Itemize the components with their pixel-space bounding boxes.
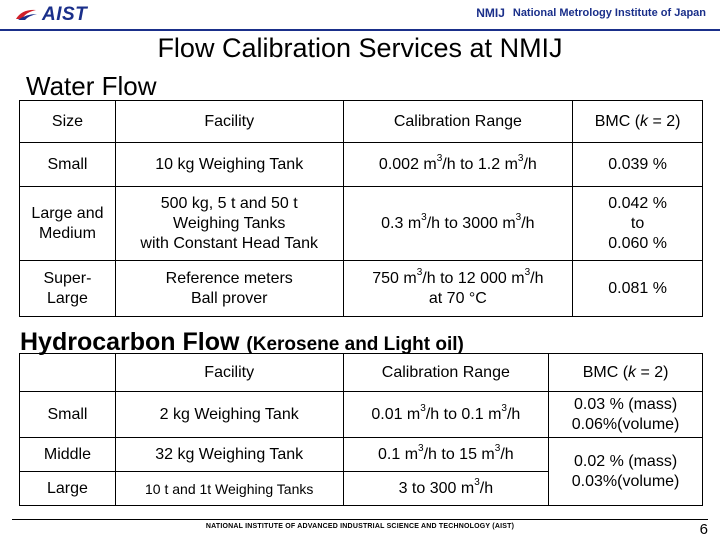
facility-cell: 2 kg Weighing Tank bbox=[115, 392, 343, 438]
column-header-bmc: BMC (k = 2) bbox=[549, 354, 703, 392]
column-header: Facility bbox=[115, 354, 343, 392]
water-flow-heading: Water Flow bbox=[26, 71, 157, 101]
table-row bbox=[20, 438, 703, 472]
table-header-row bbox=[20, 354, 703, 392]
column-header: Calibration Range bbox=[343, 101, 573, 143]
aist-logo-icon bbox=[14, 8, 38, 22]
bmc-cell: 0.039 % bbox=[573, 143, 703, 187]
footer-text: NATIONAL INSTITUTE OF ADVANCED INDUSTRIAL SCIENCE AND TECHNOLOGY (AIST) bbox=[205, 523, 515, 530]
hydrocarbon-flow-table bbox=[19, 353, 703, 506]
table-row bbox=[20, 261, 703, 317]
size-cell: Middle bbox=[20, 438, 116, 472]
table-row bbox=[20, 143, 703, 187]
hydrocarbon-subtitle: (Kerosene and Light oil) bbox=[246, 334, 464, 355]
table-row bbox=[20, 187, 703, 261]
bmc-cell: 0.081 % bbox=[573, 261, 703, 317]
facility-cell: Reference meters Ball prover bbox=[115, 261, 343, 317]
size-cell: Super- Large bbox=[20, 261, 116, 317]
header-bar bbox=[0, 0, 720, 30]
nmij-mark: NMIJ bbox=[476, 6, 505, 20]
range-cell: 0.002 $m^3/h$ to 1.2 $m^3/h$ bbox=[343, 143, 573, 187]
water-flow-table bbox=[19, 100, 703, 317]
bmc-cell: 0.03 % (mass) 0.06%(volume) bbox=[549, 392, 703, 438]
range-cell: 750 $m^3/h$ to 12 000 $m^3/h$ at 70 °C bbox=[343, 261, 573, 317]
page-number: 6 bbox=[699, 521, 708, 538]
bmc-cell: 0.042 % to 0.060 % bbox=[573, 187, 703, 261]
header-divider bbox=[0, 29, 720, 31]
column-header: Size bbox=[20, 101, 116, 143]
footer-divider bbox=[12, 519, 708, 520]
nmij-logo bbox=[476, 6, 706, 20]
facility-cell: 32 kg Weighing Tank bbox=[115, 438, 343, 472]
hydrocarbon-title: Hydrocarbon Flow bbox=[20, 328, 240, 356]
range-cell: 0.01 $m^3/h$ to 0.1 $m^3/h$ bbox=[343, 392, 549, 438]
size-cell: Small bbox=[20, 143, 116, 187]
facility-cell: 500 kg, 5 t and 50 t Weighing Tanks with Constant Head Tank bbox=[115, 187, 343, 261]
table-header-row bbox=[20, 101, 703, 143]
aist-logo bbox=[14, 3, 87, 27]
column-header: Calibration Range bbox=[343, 354, 549, 392]
institute-name: National Metrology Institute of Japan bbox=[512, 7, 706, 19]
range-cell: 3 to 300 $m^3/h$ bbox=[343, 472, 549, 506]
column-header bbox=[20, 354, 116, 392]
facility-cell: 10 kg Weighing Tank bbox=[115, 143, 343, 187]
size-cell: Large and Medium bbox=[20, 187, 116, 261]
column-header-bmc: BMC (k = 2) bbox=[573, 101, 703, 143]
range-cell: 0.3 $m^3/h$ to 3000 $m^3/h$ bbox=[343, 187, 573, 261]
table-row bbox=[20, 392, 703, 438]
page-title: Flow Calibration Services at NMIJ bbox=[157, 33, 563, 63]
size-cell: Large bbox=[20, 472, 116, 506]
aist-logo-text: AIST bbox=[42, 4, 88, 25]
bmc-cell: 0.02 % (mass) 0.03%(volume) bbox=[549, 438, 703, 506]
size-cell: Small bbox=[20, 392, 116, 438]
facility-cell: 10 t and 1t Weighing Tanks bbox=[115, 472, 343, 506]
column-header: Facility bbox=[115, 101, 343, 143]
range-cell: 0.1 $m^3/h$ to 15 $m^3/h$ bbox=[343, 438, 549, 472]
